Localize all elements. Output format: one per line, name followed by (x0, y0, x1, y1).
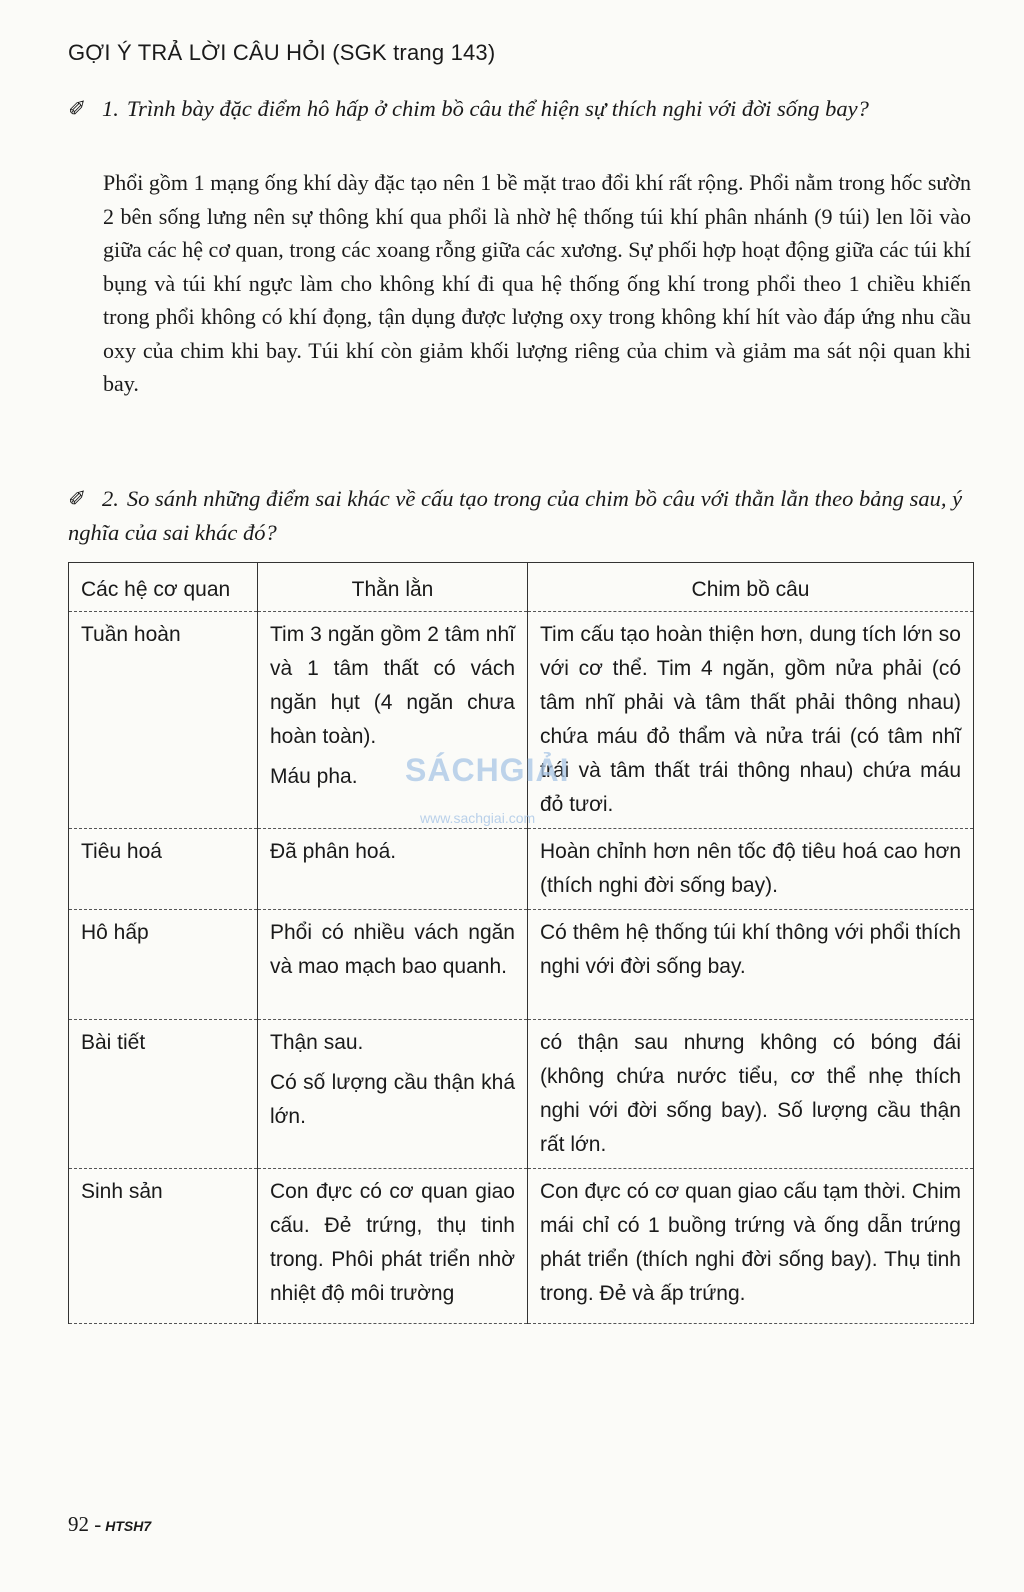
question-text: Trình bày đặc điểm hô hấp ở chim bồ câu thể hiện sự thích nghi với đời sống bay? (126, 96, 869, 121)
book-code: HTSH7 (105, 1518, 152, 1534)
header-pigeon: Chim bồ câu (528, 563, 974, 612)
question-1 (68, 92, 973, 126)
table-header-row (69, 563, 974, 612)
page-footer (68, 1512, 151, 1537)
question-2 (68, 482, 973, 550)
watermark-logo: SÁCHGIẢI (405, 752, 570, 788)
system-cell: Tuần hoàn (69, 612, 258, 829)
question-number: 1. (102, 96, 119, 121)
system-cell: Sinh sản (69, 1169, 258, 1324)
pigeon-cell: Con đực có cơ quan giao cấu tạm thời. Chim mái chỉ có 1 buồng trứng và ống dẫn trứng phát triển (thích nghi đời sống bay). Thụ tinh trong. Đẻ và ấp trứng. (528, 1169, 974, 1324)
table-row (69, 612, 974, 829)
cell-paragraph: Thận sau. (270, 1031, 364, 1054)
cell-paragraph: Con đực có cơ quan giao cấu. Đẻ trứng, thụ tinh trong. Phôi phát triển nhờ nhiệt độ môi trường (270, 1180, 515, 1305)
table-row (69, 910, 974, 1020)
lizard-cell (258, 1169, 528, 1324)
question-text: So sánh những điểm sai khác về cấu tạo trong của chim bồ câu với thằn lằn theo bảng sau, ý nghĩa của sai khác đó? (68, 486, 963, 545)
pigeon-cell: Hoàn chỉnh hơn nên tốc độ tiêu hoá cao hơn (thích nghi đời sống bay). (528, 829, 974, 910)
page-number: 92 - (68, 1512, 102, 1536)
page-heading: GỢI Ý TRẢ LỜI CÂU HỎI (SGK trang 143) (68, 40, 496, 65)
lizard-cell (258, 829, 528, 910)
cell-paragraph: Có số lượng cầu thận khá lớn. (270, 1071, 515, 1128)
lizard-cell (258, 612, 528, 829)
table-row (69, 1169, 974, 1324)
system-cell: Hô hấp (69, 910, 258, 1020)
lizard-cell (258, 1020, 528, 1169)
watermark-url: www.sachgiai.com (420, 810, 536, 826)
header-lizard: Thằn lằn (258, 563, 528, 612)
pencil-icon: ✐ (68, 96, 87, 121)
pencil-icon: ✐ (68, 486, 87, 511)
cell-paragraph: Đã phân hoá. (270, 840, 397, 863)
pigeon-cell: Tim cấu tạo hoàn thiện hơn, dung tích lớn so với cơ thể. Tim 4 ngăn, gồm nửa phải (có tâm nhĩ phải và tâm thất phải thông nhau) chứa máu đỏ thẩm và nửa trái (có tâm nhĩ trái và tâm thất trái thông nhau) chứa máu đỏ tươi. (528, 612, 974, 829)
comparison-table (68, 562, 974, 1324)
header-systems: Các hệ cơ quan (69, 563, 258, 612)
cell-paragraph: Máu pha. (270, 765, 358, 788)
pigeon-cell: có thận sau nhưng không có bóng đái (không chứa nước tiểu, cơ thể nhẹ thích nghi với đời sống bay). Số lượng cầu thận rất lớn. (528, 1020, 974, 1169)
lizard-cell (258, 910, 528, 1020)
system-cell: Bài tiết (69, 1020, 258, 1169)
answer-1: Phổi gồm 1 mạng ống khí dày đặc tạo nên 1 bề mặt trao đổi khí rất rộng. Phổi nằm trong hốc sườn 2 bên sống lưng nên sự thông khí qua phổi là nhờ hệ thống túi khí phân nhánh (9 túi) len lõi vào giữa các hệ cơ quan, trong các xoang rỗng giữa các xương. Sự phối hợp hoạt động giữa các túi khí bụng và túi khí ngực làm cho không khí đi qua hệ thống ống khí trong phổi theo 1 chiều khiến trong phổi không có khí đọng, tận dụng được lượng oxy trong không khí hít vào đáp ứng nhu cầu oxy của chim khi bay. Túi khí còn giảm khối lượng riêng của chim và giảm ma sát nội quan khi bay. (103, 170, 971, 396)
table-row (69, 1020, 974, 1169)
pigeon-cell: Có thêm hệ thống túi khí thông với phổi thích nghi với đời sống bay. (528, 910, 974, 1020)
cell-paragraph: Phổi có nhiều vách ngăn và mao mạch bao quanh. (270, 921, 515, 978)
cell-paragraph: Tim 3 ngăn gồm 2 tâm nhĩ và 1 tâm thất có vách ngăn hụt (4 ngăn chưa hoàn toàn). (270, 623, 515, 748)
question-number: 2. (102, 486, 119, 511)
table-row (69, 829, 974, 910)
system-cell: Tiêu hoá (69, 829, 258, 910)
